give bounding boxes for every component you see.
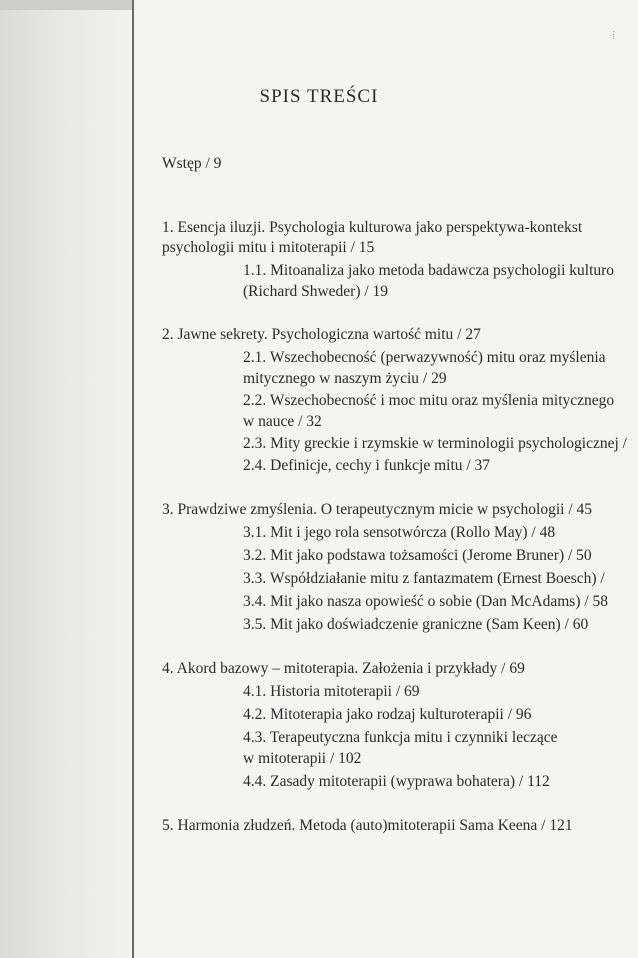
- toc-item-3-4: 3.4. Mit jako nasza opowieść o sobie (Dan McAdams) / 58: [243, 593, 609, 610]
- toc-item-2-2-line-1: 2.2. Wszechobecność i moc mitu oraz myślenia mitycznego: [243, 392, 615, 409]
- page-binding-shadow: [0, 0, 140, 958]
- toc-item-3-1: 3.1. Mit i jego rola sensotwórcza (Rollo May) / 48: [243, 524, 556, 541]
- toc-item-4-3-line-1: 4.3. Terapeutyczna funkcja mitu i czynniki leczące: [243, 729, 558, 746]
- binding-edge-line: [132, 0, 134, 958]
- toc-item-2-1-line-2: mitycznego w naszym życiu / 29: [243, 370, 447, 387]
- toc-chapter-4: 4. Akord bazowy – mitoterapia. Założenia i przykłady / 69: [162, 660, 525, 677]
- speck-mark: ⁞: [612, 28, 616, 42]
- toc-chapter-3: 3. Prawdziwe zmyślenia. O terapeutycznym micie w psychologii / 45: [162, 501, 593, 518]
- toc-item-4-1: 4.1. Historia mitoterapii / 69: [243, 683, 420, 700]
- toc-item-4-4: 4.4. Zasady mitoterapii (wyprawa bohatera) / 112: [243, 773, 550, 790]
- toc-chapter-1-line-1: 1. Esencja iluzji. Psychologia kulturowa jako perspektywa-kontekst: [162, 219, 583, 236]
- toc-item-4-3-line-2: w mitoterapii / 102: [243, 750, 362, 767]
- toc-item-2-4: 2.4. Definicje, cechy i funkcje mitu / 37: [243, 457, 491, 474]
- toc-item-2-2-line-2: w nauce / 32: [243, 413, 322, 430]
- toc-item-1-1-line-1: 1.1. Mitoanaliza jako metoda badawcza psychologii kulturo: [243, 262, 615, 279]
- toc-intro: Wstęp / 9: [162, 155, 222, 172]
- toc-item-2-1-line-1: 2.1. Wszechobecność (perwazywność) mitu oraz myślenia: [243, 349, 606, 366]
- toc-item-1-1-line-2: (Richard Shweder) / 19: [243, 283, 389, 300]
- top-edge-shadow: [0, 0, 134, 10]
- toc-item-2-3: 2.3. Mity greckie i rzymskie w terminologii psychologicznej /: [243, 435, 627, 452]
- toc-chapter-2: 2. Jawne sekrety. Psychologiczna wartość mitu / 27: [162, 326, 481, 343]
- page-title: SPIS TREŚCI: [259, 86, 379, 107]
- toc-item-4-2: 4.2. Mitoterapia jako rodzaj kulturoterapii / 96: [243, 706, 532, 723]
- toc-item-3-5: 3.5. Mit jako doświadczenie graniczne (Sam Keen) / 60: [243, 616, 589, 633]
- toc-item-3-2: 3.2. Mit jako podstawa tożsamości (Jerome Bruner) / 50: [243, 547, 592, 564]
- toc-chapter-5: 5. Harmonia złudzeń. Metoda (auto)mitoterapii Sama Keena / 121: [162, 817, 573, 834]
- toc-chapter-1-line-2: psychologii mitu i mitoterapii / 15: [162, 239, 375, 256]
- toc-item-3-3: 3.3. Współdziałanie mitu z fantazmatem (Ernest Boesch) /: [243, 570, 605, 587]
